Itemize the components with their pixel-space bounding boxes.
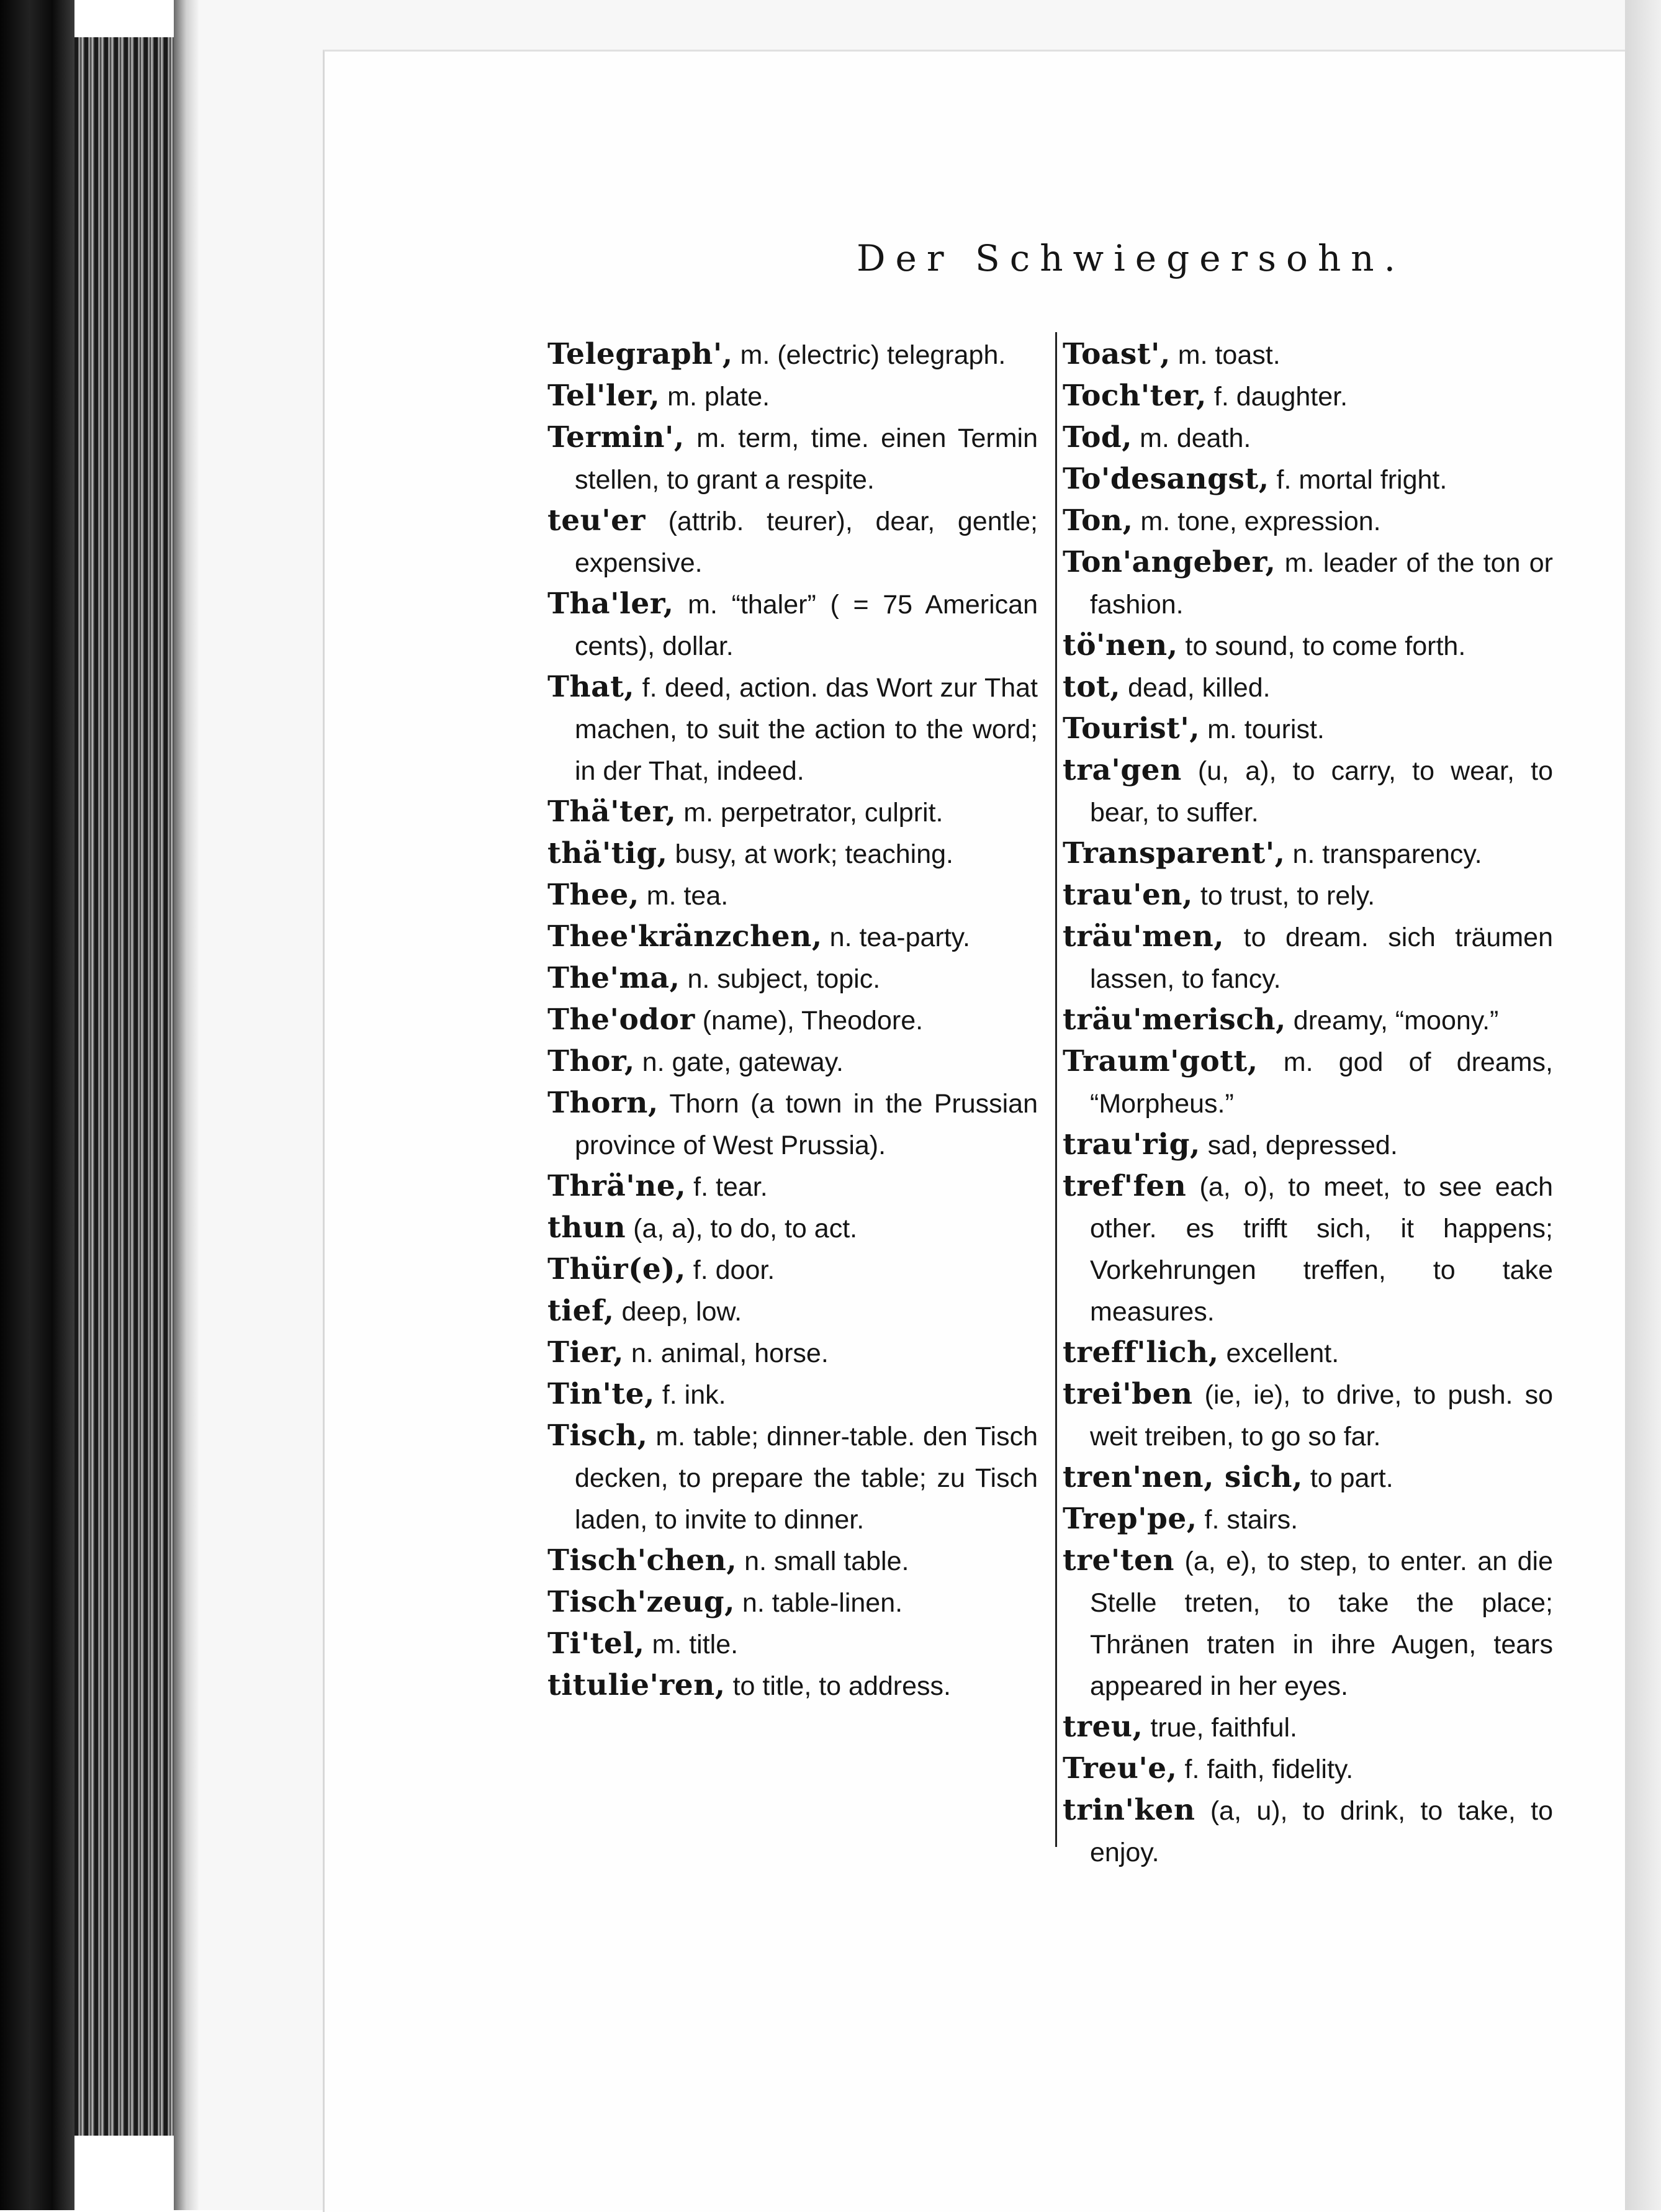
dictionary-entry: tra'gen (u, a), to carry, to wear, to bear, to suffer. xyxy=(1063,753,1553,828)
column-divider xyxy=(1055,332,1057,1847)
dictionary-entry: Thür(e), f. door. xyxy=(547,1252,775,1286)
dictionary-entry: Tin'te, f. ink. xyxy=(547,1377,726,1411)
dictionary-entry: trau'en, to trust, to rely. xyxy=(1063,878,1375,912)
dictionary-entry: Tha'ler, m. “thaler” ( = 75 American cents), dollar. xyxy=(547,587,1038,661)
dictionary-entry: Thorn, Thorn (a town in the Prussian province of West Prussia). xyxy=(547,1086,1038,1160)
dictionary-entry: trei'ben (ie, ie), to drive, to push. so weit treiben, to go so far. xyxy=(1063,1377,1553,1451)
book-spine xyxy=(0,0,74,2210)
dictionary-entry: titulie'ren, to title, to address. xyxy=(547,1668,951,1702)
dictionary-entry: The'odor (name), Theodore. xyxy=(547,1003,924,1037)
dictionary-entry: trin'ken (a, u), to drink, to take, to enjoy. xyxy=(1063,1793,1553,1867)
dictionary-entry: Thrä'ne, f. tear. xyxy=(547,1169,768,1203)
dictionary-entry: tren'nen, sich, to part. xyxy=(1063,1460,1393,1494)
dictionary-entry: Traum'gott, m. god of dreams, “Morpheus.” xyxy=(1063,1044,1553,1119)
dictionary-entry: träu'merisch, dreamy, “moony.” xyxy=(1063,1003,1499,1037)
dictionary-entry: Toast', m. toast. xyxy=(1063,337,1281,371)
dictionary-entry: To'desangst, f. mortal fright. xyxy=(1063,462,1447,496)
page-edges xyxy=(74,37,186,2136)
left-column xyxy=(547,334,1038,1707)
dictionary-entry: trau'rig, sad, depressed. xyxy=(1063,1127,1398,1162)
dictionary-entry: Trep'pe, f. stairs. xyxy=(1063,1502,1299,1536)
dictionary-entry: Thee, m. tea. xyxy=(547,878,729,912)
dictionary-entry: tref'fen (a, o), to meet, to see each other. es trifft sich, it happens; Vorkehrungen treffen, to take measures. xyxy=(1063,1169,1553,1327)
dictionary-entry: tief, deep, low. xyxy=(547,1294,742,1328)
dictionary-entry: Tod, m. death. xyxy=(1063,420,1251,454)
dictionary-entry: Transparent', n. transparency. xyxy=(1063,836,1482,870)
dictionary-entry: Tier, n. animal, horse. xyxy=(547,1335,829,1370)
dictionary-entry: tö'nen, to sound, to come forth. xyxy=(1063,628,1466,662)
right-page-edge xyxy=(1625,0,1661,2210)
dictionary-entry: thun (a, a), to do, to act. xyxy=(547,1211,858,1245)
dictionary-entry: tre'ten (a, e), to step, to enter. an die Stelle treten, to take the place; Thränen traten in ihre Augen, tears appeared in her eyes. xyxy=(1063,1543,1553,1701)
dictionary-entry: Treu'e, f. faith, fidelity. xyxy=(1063,1751,1354,1785)
dictionary-entry: Termin', m. term, time. einen Termin stellen, to grant a respite. xyxy=(547,420,1038,495)
dictionary-entry: treu, true, faithful. xyxy=(1063,1710,1297,1744)
dictionary-entry: Thee'kränzchen, n. tea-party. xyxy=(547,919,970,954)
dictionary-entry: Tisch'chen, n. small table. xyxy=(547,1543,909,1578)
dictionary-entry: träu'men, to dream. sich träumen lassen, to fancy. xyxy=(1063,919,1553,994)
dictionary-entry: teu'er (attrib. teurer), dear, gentle; expensive. xyxy=(547,503,1038,578)
dictionary-entry: Ton, m. tone, expression. xyxy=(1063,503,1381,538)
dictionary-entry: That, f. deed, action. das Wort zur That machen, to suit the action to the word; in der That, indeed. xyxy=(547,670,1038,786)
dictionary-entry: Telegraph', m. (electric) telegraph. xyxy=(547,337,1006,371)
dictionary-entry: Thor, n. gate, gateway. xyxy=(547,1044,844,1078)
dictionary-entry: treff'lich, excellent. xyxy=(1063,1335,1339,1370)
dictionary-entry: Tel'ler, m. plate. xyxy=(547,379,770,413)
page-gutter-shadow xyxy=(174,0,199,2210)
dictionary-entry: Tisch, m. table; dinner-table. den Tisch decken, to prepare the table; zu Tisch laden, to invite to dinner. xyxy=(547,1419,1038,1535)
dictionary-entry: Tourist', m. tourist. xyxy=(1063,711,1325,746)
dictionary-entry: thä'tig, busy, at work; teaching. xyxy=(547,836,954,870)
dictionary-entry: Toch'ter, f. daughter. xyxy=(1063,379,1348,413)
dictionary-entry: tot, dead, killed. xyxy=(1063,670,1271,704)
right-column xyxy=(1063,334,1553,1873)
dictionary-entry: The'ma, n. subject, topic. xyxy=(547,961,881,995)
dictionary-entry: Ton'angeber, m. leader of the ton or fashion. xyxy=(1063,545,1553,620)
dictionary-entry: Tisch'zeug, n. table-linen. xyxy=(547,1585,903,1619)
dictionary-entry: Thä'ter, m. perpetrator, culprit. xyxy=(547,795,943,829)
page-title: Der Schwiegersohn. xyxy=(857,237,1406,279)
dictionary-entry: Ti'tel, m. title. xyxy=(547,1627,739,1661)
